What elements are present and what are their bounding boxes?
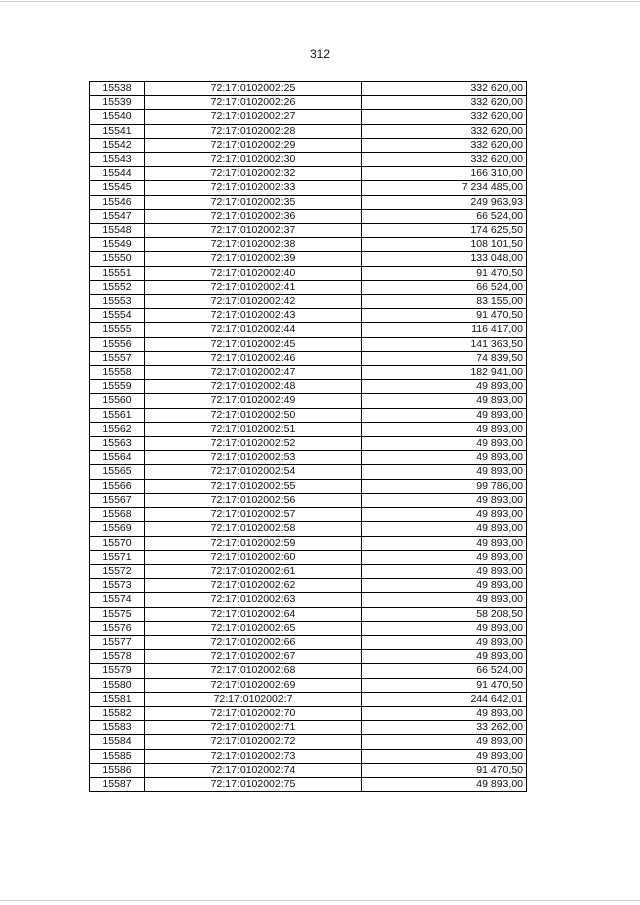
table-row (90, 110, 527, 124)
value-cell: 49 893,00 (362, 579, 527, 593)
table-row (90, 763, 527, 777)
row-number-cell: 15584 (90, 735, 145, 749)
table-row (90, 437, 527, 451)
table-row (90, 96, 527, 110)
cadastral-number-cell: 72:17:0102002:27 (145, 110, 362, 124)
row-number-cell: 15564 (90, 451, 145, 465)
cadastral-number-cell: 72:17:0102002:48 (145, 380, 362, 394)
row-number-cell: 15542 (90, 138, 145, 152)
table-row (90, 650, 527, 664)
cadastral-number-cell: 72:17:0102002:37 (145, 224, 362, 238)
value-cell: 49 893,00 (362, 593, 527, 607)
cadastral-number-cell: 72:17:0102002:66 (145, 635, 362, 649)
row-number-cell: 15557 (90, 351, 145, 365)
row-number-cell: 15576 (90, 621, 145, 635)
cadastral-number-cell: 72:17:0102002:62 (145, 579, 362, 593)
cadastral-number-cell: 72:17:0102002:72 (145, 735, 362, 749)
row-number-cell: 15578 (90, 650, 145, 664)
row-number-cell: 15575 (90, 607, 145, 621)
table-row (90, 380, 527, 394)
table-row (90, 635, 527, 649)
value-cell: 174 625,50 (362, 224, 527, 238)
row-number-cell: 15555 (90, 323, 145, 337)
table-row (90, 408, 527, 422)
row-number-cell: 15579 (90, 664, 145, 678)
table-row (90, 550, 527, 564)
cadastral-number-cell: 72:17:0102002:71 (145, 721, 362, 735)
value-cell: 91 470,50 (362, 678, 527, 692)
cadastral-number-cell: 72:17:0102002:28 (145, 124, 362, 138)
value-cell: 91 470,50 (362, 309, 527, 323)
row-number-cell: 15571 (90, 550, 145, 564)
row-number-cell: 15563 (90, 437, 145, 451)
row-number-cell: 15577 (90, 635, 145, 649)
page-number: 312 (309, 47, 331, 61)
row-number-cell: 15580 (90, 678, 145, 692)
row-number-cell: 15546 (90, 195, 145, 209)
cadastral-number-cell: 72:17:0102002:51 (145, 422, 362, 436)
cadastral-number-cell: 72:17:0102002:60 (145, 550, 362, 564)
cadastral-number-cell: 72:17:0102002:61 (145, 564, 362, 578)
row-number-cell: 15574 (90, 593, 145, 607)
value-cell: 49 893,00 (362, 422, 527, 436)
row-number-cell: 15544 (90, 167, 145, 181)
cadastral-number-cell: 72:17:0102002:26 (145, 96, 362, 110)
row-number-cell: 15565 (90, 465, 145, 479)
cadastral-number-cell: 72:17:0102002:55 (145, 479, 362, 493)
cadastral-number-cell: 72:17:0102002:43 (145, 309, 362, 323)
value-cell: 49 893,00 (362, 408, 527, 422)
cadastral-number-cell: 72:17:0102002:68 (145, 664, 362, 678)
table-body (90, 82, 527, 792)
table-row (90, 266, 527, 280)
row-number-cell: 15587 (90, 777, 145, 791)
value-cell: 66 524,00 (362, 280, 527, 294)
table-row (90, 735, 527, 749)
cadastral-number-cell: 72:17:0102002:70 (145, 706, 362, 720)
cadastral-number-cell: 72:17:0102002:49 (145, 394, 362, 408)
row-number-cell: 15553 (90, 295, 145, 309)
table-row (90, 252, 527, 266)
value-cell: 108 101,50 (362, 238, 527, 252)
table-row (90, 323, 527, 337)
table-row (90, 664, 527, 678)
table-row (90, 309, 527, 323)
row-number-cell: 15541 (90, 124, 145, 138)
cadastral-number-cell: 72:17:0102002:33 (145, 181, 362, 195)
row-number-cell: 15545 (90, 181, 145, 195)
row-number-cell: 15566 (90, 479, 145, 493)
data-table (89, 81, 527, 792)
row-number-cell: 15567 (90, 493, 145, 507)
cadastral-number-cell: 72:17:0102002:46 (145, 351, 362, 365)
cadastral-number-cell: 72:17:0102002:39 (145, 252, 362, 266)
cadastral-number-cell: 72:17:0102002:41 (145, 280, 362, 294)
table-row (90, 224, 527, 238)
table-row (90, 167, 527, 181)
value-cell: 332 620,00 (362, 124, 527, 138)
row-number-cell: 15559 (90, 380, 145, 394)
value-cell: 66 524,00 (362, 664, 527, 678)
value-cell: 83 155,00 (362, 295, 527, 309)
table-row (90, 337, 527, 351)
cadastral-number-cell: 72:17:0102002:44 (145, 323, 362, 337)
row-number-cell: 15538 (90, 82, 145, 96)
value-cell: 166 310,00 (362, 167, 527, 181)
value-cell: 244 642,01 (362, 692, 527, 706)
row-number-cell: 15561 (90, 408, 145, 422)
table-row (90, 138, 527, 152)
cadastral-number-cell: 72:17:0102002:25 (145, 82, 362, 96)
row-number-cell: 15554 (90, 309, 145, 323)
table-row (90, 209, 527, 223)
cadastral-number-cell: 72:17:0102002:52 (145, 437, 362, 451)
scan-bottom-edge (0, 900, 640, 901)
value-cell: 182 941,00 (362, 366, 527, 380)
cadastral-number-cell: 72:17:0102002:30 (145, 153, 362, 167)
table-row (90, 621, 527, 635)
value-cell: 49 893,00 (362, 380, 527, 394)
table-row (90, 422, 527, 436)
cadastral-number-cell: 72:17:0102002:74 (145, 763, 362, 777)
value-cell: 49 893,00 (362, 522, 527, 536)
value-cell: 332 620,00 (362, 82, 527, 96)
value-cell: 49 893,00 (362, 749, 527, 763)
table-row (90, 394, 527, 408)
cadastral-number-cell: 72:17:0102002:32 (145, 167, 362, 181)
table-row (90, 706, 527, 720)
row-number-cell: 15582 (90, 706, 145, 720)
value-cell: 91 470,50 (362, 266, 527, 280)
table-row (90, 479, 527, 493)
cadastral-number-cell: 72:17:0102002:73 (145, 749, 362, 763)
cadastral-number-cell: 72:17:0102002:58 (145, 522, 362, 536)
value-cell: 133 048,00 (362, 252, 527, 266)
row-number-cell: 15549 (90, 238, 145, 252)
cadastral-number-cell: 72:17:0102002:53 (145, 451, 362, 465)
row-number-cell: 15560 (90, 394, 145, 408)
value-cell: 332 620,00 (362, 138, 527, 152)
row-number-cell: 15543 (90, 153, 145, 167)
row-number-cell: 15558 (90, 366, 145, 380)
row-number-cell: 15586 (90, 763, 145, 777)
scan-top-edge (0, 1, 640, 2)
value-cell: 49 893,00 (362, 635, 527, 649)
cadastral-number-cell: 72:17:0102002:69 (145, 678, 362, 692)
table-row (90, 579, 527, 593)
value-cell: 332 620,00 (362, 96, 527, 110)
row-number-cell: 15583 (90, 721, 145, 735)
cadastral-number-cell: 72:17:0102002:40 (145, 266, 362, 280)
value-cell: 116 417,00 (362, 323, 527, 337)
value-cell: 7 234 485,00 (362, 181, 527, 195)
table-row (90, 721, 527, 735)
cadastral-number-cell: 72:17:0102002:57 (145, 508, 362, 522)
cadastral-number-cell: 72:17:0102002:67 (145, 650, 362, 664)
value-cell: 49 893,00 (362, 536, 527, 550)
table-row (90, 465, 527, 479)
value-cell: 332 620,00 (362, 110, 527, 124)
cadastral-number-cell: 72:17:0102002:63 (145, 593, 362, 607)
value-cell: 33 262,00 (362, 721, 527, 735)
table-row (90, 280, 527, 294)
table-row (90, 124, 527, 138)
row-number-cell: 15562 (90, 422, 145, 436)
cadastral-number-cell: 72:17:0102002:7 (145, 692, 362, 706)
table-row (90, 195, 527, 209)
table-row (90, 451, 527, 465)
cadastral-number-cell: 72:17:0102002:56 (145, 493, 362, 507)
value-cell: 58 208,50 (362, 607, 527, 621)
table-row (90, 564, 527, 578)
table-row (90, 522, 527, 536)
row-number-cell: 15569 (90, 522, 145, 536)
table-row (90, 678, 527, 692)
table-row (90, 153, 527, 167)
value-cell: 49 893,00 (362, 706, 527, 720)
cadastral-number-cell: 72:17:0102002:59 (145, 536, 362, 550)
row-number-cell: 15573 (90, 579, 145, 593)
row-number-cell: 15552 (90, 280, 145, 294)
table-row (90, 238, 527, 252)
row-number-cell: 15539 (90, 96, 145, 110)
cadastral-number-cell: 72:17:0102002:38 (145, 238, 362, 252)
value-cell: 91 470,50 (362, 763, 527, 777)
table-row (90, 749, 527, 763)
value-cell: 49 893,00 (362, 437, 527, 451)
value-cell: 49 893,00 (362, 735, 527, 749)
value-cell: 249 963,93 (362, 195, 527, 209)
value-cell: 49 893,00 (362, 508, 527, 522)
table-row (90, 593, 527, 607)
value-cell: 66 524,00 (362, 209, 527, 223)
row-number-cell: 15547 (90, 209, 145, 223)
cadastral-number-cell: 72:17:0102002:47 (145, 366, 362, 380)
row-number-cell: 15556 (90, 337, 145, 351)
table-row (90, 493, 527, 507)
cadastral-number-cell: 72:17:0102002:75 (145, 777, 362, 791)
cadastral-number-cell: 72:17:0102002:42 (145, 295, 362, 309)
row-number-cell: 15548 (90, 224, 145, 238)
cadastral-number-cell: 72:17:0102002:50 (145, 408, 362, 422)
value-cell: 49 893,00 (362, 451, 527, 465)
cadastral-number-cell: 72:17:0102002:54 (145, 465, 362, 479)
row-number-cell: 15551 (90, 266, 145, 280)
value-cell: 49 893,00 (362, 394, 527, 408)
table-row (90, 536, 527, 550)
table-row (90, 181, 527, 195)
cadastral-number-cell: 72:17:0102002:65 (145, 621, 362, 635)
row-number-cell: 15572 (90, 564, 145, 578)
row-number-cell: 15568 (90, 508, 145, 522)
table-row (90, 295, 527, 309)
value-cell: 49 893,00 (362, 493, 527, 507)
row-number-cell: 15550 (90, 252, 145, 266)
table-row (90, 82, 527, 96)
cadastral-number-cell: 72:17:0102002:36 (145, 209, 362, 223)
value-cell: 49 893,00 (362, 650, 527, 664)
table-row (90, 607, 527, 621)
row-number-cell: 15570 (90, 536, 145, 550)
value-cell: 49 893,00 (362, 564, 527, 578)
cadastral-number-cell: 72:17:0102002:64 (145, 607, 362, 621)
value-cell: 332 620,00 (362, 153, 527, 167)
value-cell: 74 839,50 (362, 351, 527, 365)
value-cell: 49 893,00 (362, 621, 527, 635)
row-number-cell: 15581 (90, 692, 145, 706)
value-cell: 49 893,00 (362, 550, 527, 564)
cadastral-number-cell: 72:17:0102002:29 (145, 138, 362, 152)
cadastral-number-cell: 72:17:0102002:45 (145, 337, 362, 351)
table-row (90, 692, 527, 706)
row-number-cell: 15540 (90, 110, 145, 124)
table-row (90, 351, 527, 365)
table-row (90, 777, 527, 791)
value-cell: 49 893,00 (362, 465, 527, 479)
value-cell: 49 893,00 (362, 777, 527, 791)
cadastral-number-cell: 72:17:0102002:35 (145, 195, 362, 209)
table-row (90, 366, 527, 380)
value-cell: 99 786,00 (362, 479, 527, 493)
row-number-cell: 15585 (90, 749, 145, 763)
value-cell: 141 363,50 (362, 337, 527, 351)
table-row (90, 508, 527, 522)
